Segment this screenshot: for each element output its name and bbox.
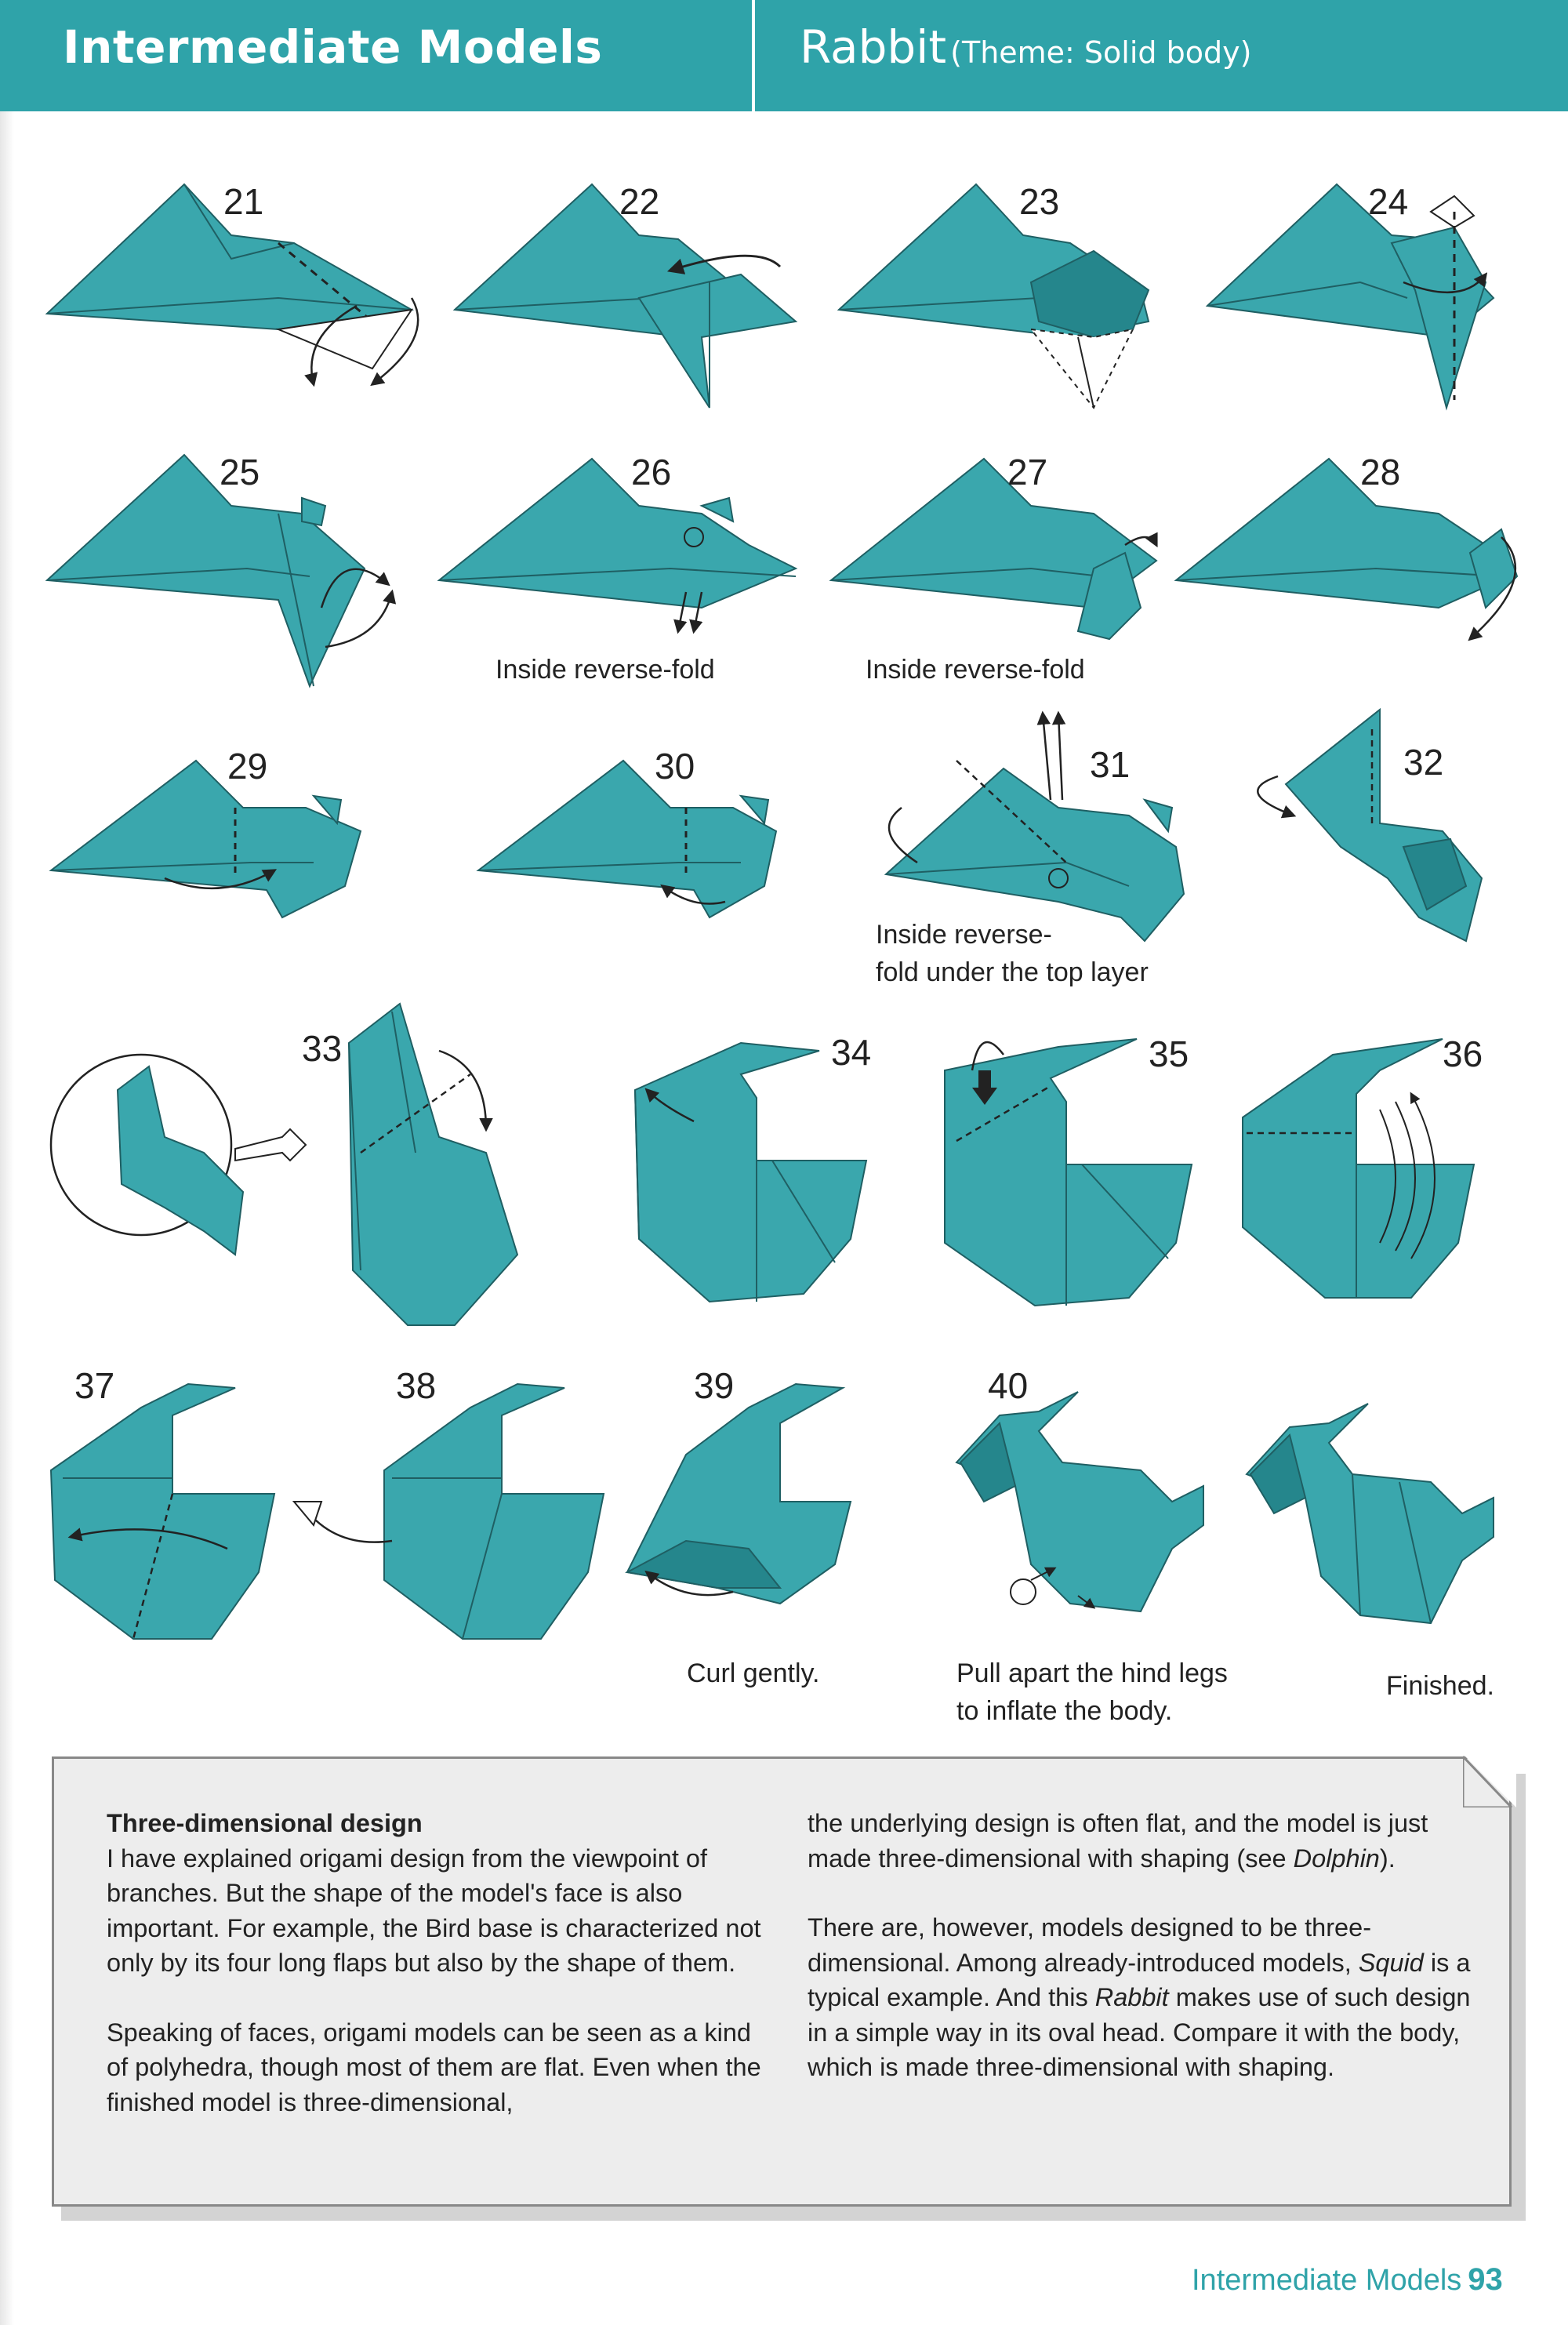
step-number: 28 — [1360, 452, 1401, 492]
step-31-diagram — [870, 706, 1215, 941]
step-number: 24 — [1368, 181, 1409, 222]
footer-label: Intermediate Models — [1192, 2264, 1462, 2297]
page-gutter — [0, 111, 14, 2325]
header-divider — [752, 0, 755, 111]
step-number: 21 — [223, 181, 264, 222]
note-paragraph: Speaking of faces, origami models can be seen as a kind of polyhedra, though most of them are flat. Even when the finished model is three-dimensional, — [107, 2018, 761, 2116]
section-title: Intermediate Models — [63, 20, 603, 74]
note-paragraph: I have explained origami design from the viewpoint of branches. But the shape of the model's face is also important. For example, the Bird base is characterized not only by its four long flaps but also by the shape of them. — [107, 1844, 761, 1977]
caption-step-26: Inside reverse-fold — [495, 655, 715, 685]
step-30-diagram — [474, 745, 804, 941]
page-number: 93 — [1468, 2262, 1503, 2297]
note-text: the underlying design is often flat, and the model is just made three-dimensional with shaping (see — [808, 1809, 1428, 1873]
step-number: 39 — [694, 1365, 735, 1406]
step-number: 27 — [1007, 452, 1048, 492]
caption-step-27: Inside reverse-fold — [866, 655, 1085, 685]
step-39-diagram — [623, 1368, 858, 1619]
step-27-diagram — [827, 451, 1172, 655]
finished-rabbit-diagram — [1243, 1396, 1494, 1631]
caption-step-40 — [956, 1655, 1228, 1730]
step-number: 34 — [831, 1032, 872, 1073]
step-number: 37 — [74, 1365, 115, 1406]
step-37-diagram — [47, 1368, 282, 1651]
step-23-diagram — [835, 180, 1164, 416]
step-number: 30 — [655, 746, 695, 787]
model-theme: (Theme: Solid body) — [950, 35, 1252, 70]
note-emphasis: Rabbit — [1094, 1983, 1169, 2011]
step-26-diagram — [435, 451, 804, 639]
note-left-column — [107, 1806, 765, 2154]
step-34-diagram — [631, 1035, 882, 1310]
note-emphasis: Squid — [1358, 1948, 1424, 1977]
step-number: 38 — [396, 1365, 437, 1406]
note-emphasis: Dolphin — [1293, 1844, 1380, 1873]
step-number: 22 — [619, 181, 660, 222]
caption-finished: Finished. — [1386, 1671, 1494, 1701]
step-number: 33 — [302, 1028, 343, 1069]
step-number: 31 — [1090, 744, 1131, 785]
step-number: 36 — [1443, 1034, 1483, 1074]
caption-line: Inside reverse- — [876, 920, 1052, 950]
step-32-diagram — [1247, 706, 1537, 949]
step-number: 23 — [1019, 181, 1060, 222]
step-28-diagram — [1172, 451, 1533, 655]
page-footer — [1192, 2262, 1503, 2298]
caption-line: fold under the top layer — [876, 957, 1149, 987]
note-text: ). — [1379, 1844, 1396, 1873]
note-right-column — [808, 1806, 1474, 2120]
step-number: 25 — [220, 452, 260, 492]
step-38-diagram — [290, 1368, 619, 1651]
header-bar — [0, 0, 1568, 111]
note-text: There are, however, models designed to be three-dimensional. Among already-introduced models, — [808, 1913, 1372, 1977]
step-29-diagram — [47, 745, 376, 941]
caption-line: to inflate the body. — [956, 1696, 1173, 1726]
note-text: makes use of such design in a simple way in its oval head. Compare it with the body, which is made three-dimensional with shaping. — [808, 1983, 1471, 2081]
model-title-group — [800, 20, 1251, 74]
step-number: 32 — [1403, 742, 1444, 783]
step-number: 29 — [227, 746, 268, 787]
note-text: is a typical example. And this — [808, 1948, 1471, 2011]
caption-line: Pull apart the hind legs — [956, 1658, 1228, 1688]
step-number: 40 — [988, 1365, 1029, 1406]
step-number: 35 — [1149, 1034, 1189, 1074]
caption-step-39: Curl gently. — [687, 1658, 820, 1688]
caption-step-31 — [876, 916, 1149, 991]
note-heading: Three-dimensional design — [107, 1809, 423, 1837]
step-40-diagram — [953, 1368, 1211, 1627]
step-number: 26 — [631, 452, 672, 492]
model-title: Rabbit — [800, 20, 947, 74]
note-folded-corner-icon — [1463, 1754, 1516, 1807]
